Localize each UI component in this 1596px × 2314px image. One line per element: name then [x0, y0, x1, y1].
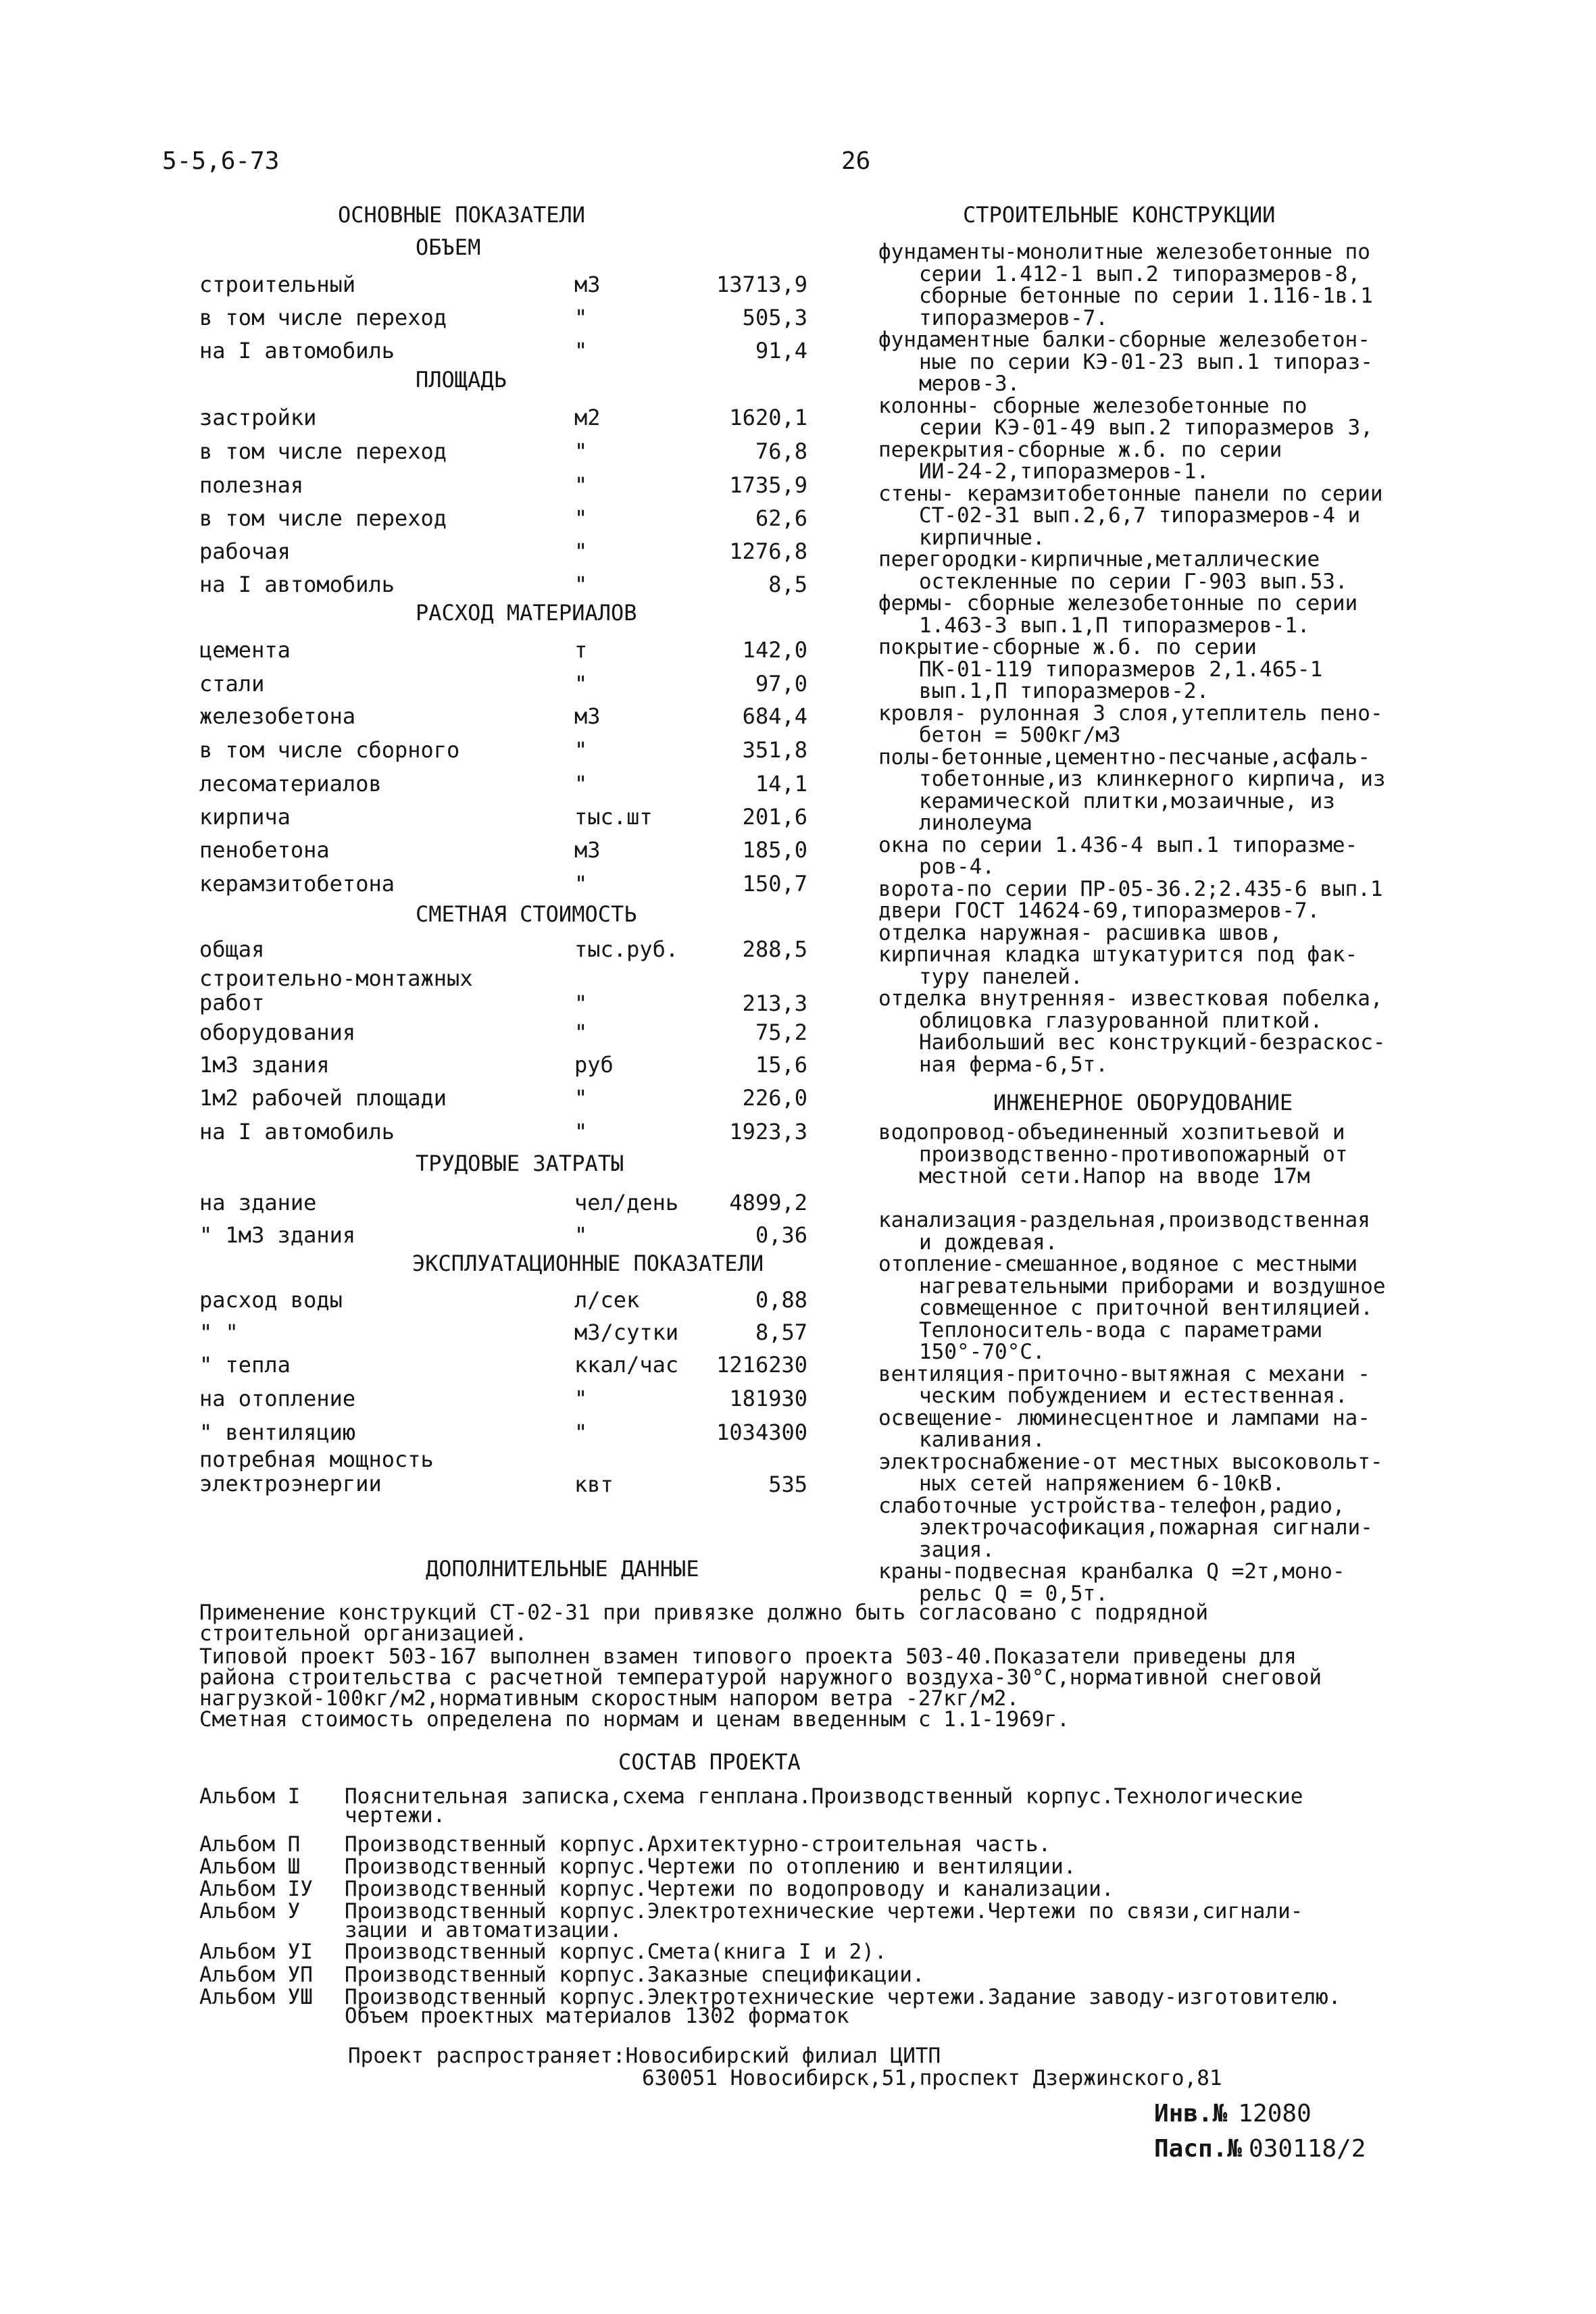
text-line: ные по серии КЭ-01-23 вып.1 типораз- — [919, 349, 1373, 374]
row-unit: " — [574, 1119, 588, 1145]
album-description — [345, 1784, 1303, 1828]
text-line: электрочасофикация,пожарная сигнали- — [919, 1515, 1373, 1540]
row-value: 226,0 — [742, 1085, 807, 1111]
row-value: 288,5 — [742, 936, 807, 962]
row-value: 62,6 — [755, 505, 807, 531]
row-name: на отопление — [199, 1386, 356, 1411]
text-line: Производственный корпус.Смета(книга I и 2). — [345, 1940, 887, 1964]
row-unit: м3 — [574, 703, 601, 729]
row-name: в том числе сборного — [199, 737, 460, 763]
table-row — [199, 1218, 807, 1252]
row-name: " тепла — [199, 1352, 291, 1378]
section-heading-labor: ТРУДОВЫЕ ЗАТРАТЫ — [416, 1151, 624, 1176]
row-unit: квт — [574, 1472, 614, 1497]
constructions-title: СТРОИТЕЛЬНЫЕ КОНСТРУКЦИИ — [963, 202, 1276, 228]
table-row — [199, 468, 807, 502]
text-line: меров-3. — [919, 372, 1020, 396]
table-row — [199, 1081, 807, 1115]
row-unit: м3/сутки — [574, 1319, 679, 1345]
page-number: 26 — [841, 147, 871, 175]
text-line: чертежи. — [345, 1803, 446, 1828]
album-label: Альбом У — [199, 1899, 301, 1923]
row-unit: " — [574, 438, 588, 464]
table-row — [199, 1447, 807, 1497]
section-heading-volume: ОБЪЕМ — [416, 234, 481, 260]
text-line: керамической плитки,мозаичные, из — [919, 788, 1335, 813]
row-value: 8,5 — [768, 572, 807, 597]
row-value: 150,7 — [742, 871, 807, 897]
row-name: застройки — [199, 405, 317, 430]
table-row — [199, 965, 807, 1016]
text-line: водопровод-объединенный хозпитьевой и — [878, 1120, 1345, 1145]
row-unit: " — [574, 472, 588, 498]
text-line: ных сетей напряжением 6-10кВ. — [919, 1472, 1285, 1496]
text-line: перекрытия-сборные ж.б. по серии — [878, 437, 1282, 462]
row-unit: " — [574, 671, 588, 697]
text-line: Применение конструкций СТ-02-31 при привязке должно быть согласовано с подрядной — [199, 1601, 1209, 1625]
text-line: района строительства с расчетной температурой наружного воздуха-30°С,нормативной снеговой — [199, 1665, 1322, 1690]
table-row — [199, 1015, 807, 1049]
row-name: в том числе переход — [199, 505, 447, 531]
row-name: рабочая — [199, 538, 291, 564]
row-unit: руб — [574, 1052, 614, 1078]
text-line: кровля- рулонная 3 слоя,утеплитель пено- — [878, 701, 1383, 726]
passport-value: 030118/2 — [1249, 2135, 1366, 2163]
album-description — [345, 1832, 1051, 1857]
row-name: пенобетона — [199, 837, 330, 863]
text-line: серии КЭ-01-49 вып.2 типоразмеров 3, — [919, 416, 1373, 440]
table-row — [199, 1348, 807, 1382]
row-value: 351,8 — [742, 737, 807, 763]
text-line: ворота-по серии ПР-05-36.2;2.435-6 вып.1 — [878, 876, 1383, 901]
text-line: двери ГОСТ 14624-69,типоразмеров-7. — [878, 899, 1320, 923]
row-unit: " — [574, 871, 588, 897]
row-unit: " — [574, 1085, 588, 1111]
row-value: 535 — [768, 1472, 807, 1497]
row-unit: " — [574, 771, 588, 797]
table-row — [199, 633, 807, 667]
text-line: Объем проектных материалов 1302 форматок — [345, 2004, 849, 2028]
composition-title: СОСТАВ ПРОЕКТА — [618, 1749, 801, 1775]
text-line: местной сети.Напор на вводе 17м — [919, 1164, 1310, 1188]
text-line: отделка внутренняя- известковая побелка, — [878, 986, 1383, 1011]
row-name: строительный — [199, 272, 356, 297]
table-row — [199, 867, 807, 901]
engineering-list — [878, 1122, 1386, 1605]
row-name: железобетона — [199, 703, 356, 729]
text-line: фундаментные балки-сборные железобетон- — [878, 328, 1370, 352]
row-value: 4899,2 — [729, 1190, 807, 1215]
row-name: в том числе переход — [199, 438, 447, 464]
text-line: серии 1.412-1 вып.2 типоразмеров-8, — [919, 261, 1361, 286]
row-name: на I автомобиль — [199, 1119, 395, 1145]
text-line: перегородки-кирпичные,металлические — [878, 547, 1320, 572]
row-value: 76,8 — [755, 438, 807, 464]
table-row — [199, 268, 807, 301]
row-name: общая — [199, 936, 265, 962]
text-line: совмещенное с приточной вентиляцией. — [919, 1296, 1373, 1320]
row-unit: м2 — [574, 405, 601, 430]
text-line: Наибольший вес конструкций-безраскос- — [919, 1030, 1386, 1055]
row-name: " вентиляцию — [199, 1419, 356, 1445]
album-label: Альбом УI — [199, 1940, 313, 1964]
additional-paragraph-1 — [199, 1603, 1208, 1644]
text-line: Производственный корпус.Чертежи по отоплению и вентиляции. — [345, 1855, 1076, 1879]
text-line: фермы- сборные железобетонные по серии — [878, 591, 1358, 615]
row-unit: " — [574, 538, 588, 564]
row-value: 1735,9 — [729, 472, 807, 498]
table-row — [199, 1115, 807, 1149]
text-line — [878, 1188, 1386, 1210]
text-line: Производственный корпус.Чертежи по водопроводу и канализации. — [345, 1877, 1114, 1901]
row-value: 8,57 — [755, 1319, 807, 1345]
album-description — [345, 1985, 1341, 2028]
table-row — [199, 1048, 807, 1082]
text-line: строительной организацией. — [199, 1621, 528, 1646]
table-row — [199, 833, 807, 867]
row-value: 91,4 — [755, 338, 807, 363]
row-name: оборудования — [199, 1020, 356, 1045]
row-unit: " — [574, 572, 588, 597]
row-name: строительно-монтажных работ — [199, 965, 473, 1015]
inventory-number — [1154, 2100, 1312, 2128]
text-line: ная ферма-6,5т. — [919, 1052, 1108, 1077]
album-description — [345, 1940, 887, 1964]
engineering-title: ИНЖЕНЕРНОЕ ОБОРУДОВАНИЕ — [993, 1090, 1293, 1115]
text-line: покрытие-сборные ж.б. по серии — [878, 635, 1257, 659]
text-line: рельс Q = 0,5т. — [919, 1581, 1108, 1606]
table-row — [199, 932, 807, 966]
row-unit: тыс.шт — [574, 804, 653, 830]
section-heading-cost: СМЕТНАЯ СТОИМОСТЬ — [416, 901, 637, 927]
row-unit: " — [574, 737, 588, 763]
row-value: 75,2 — [755, 1020, 807, 1045]
text-line: окна по серии 1.436-4 вып.1 типоразме- — [878, 832, 1358, 857]
distributor-line: Проект распространяет:Новосибирский филиал ЦИТП — [348, 2044, 941, 2068]
album-label: Альбом П — [199, 1832, 301, 1857]
text-line: полы-бетонные,цементно-песчаные,асфаль- — [878, 745, 1370, 770]
text-line: отопление-смешанное,водяное с местными — [878, 1252, 1358, 1276]
text-line: Типовой проект 503-167 выполнен взамен типового проекта 503-40.Показатели приведены для — [199, 1644, 1297, 1669]
text-line: Производственный корпус.Заказные спецификации. — [345, 1963, 925, 1987]
text-line: нагрузкой-100кг/м2,нормативным скоростным напором ветра -27кг/м2. — [199, 1686, 1020, 1711]
inventory-value: 12080 — [1238, 2100, 1312, 2128]
table-row — [199, 767, 807, 801]
text-line: кирпичная кладка штукатурится под фак- — [878, 942, 1358, 967]
row-value: 142,0 — [742, 637, 807, 663]
row-unit: " — [574, 305, 588, 330]
row-unit: тыс.руб. — [574, 936, 679, 962]
distributor-address: 630051 Новосибирск,51,проспект Дзержинского,81 — [642, 2066, 1222, 2090]
row-unit: " — [574, 1020, 588, 1045]
additional-title: ДОПОЛНИТЕЛЬНЫЕ ДАННЫЕ — [426, 1556, 699, 1582]
text-line: отделка наружная- расшивка швов, — [878, 920, 1282, 945]
row-value: 1620,1 — [729, 405, 807, 430]
text-line: Пояснительная записка,схема генплана.Производственный корпус.Технологические — [345, 1784, 1303, 1809]
table-row — [199, 667, 807, 701]
text-line: тобетонные,из клинкерного кирпича, из — [919, 767, 1386, 791]
row-unit: л/сек — [574, 1287, 640, 1313]
row-name: на I автомобиль — [199, 338, 395, 363]
row-value: 1034300 — [716, 1419, 807, 1445]
table-row — [199, 301, 807, 334]
row-value: 684,4 — [742, 703, 807, 729]
text-line: краны-подвесная кранбалка Q =2т,моно- — [878, 1559, 1345, 1584]
text-line: 1.463-3 вып.1,П типоразмеров-1. — [919, 613, 1310, 638]
row-unit: " — [574, 338, 588, 363]
text-line: вентиляция-приточно-вытяжная с механи - — [878, 1361, 1370, 1386]
row-value: 201,6 — [742, 804, 807, 830]
row-value: 0,36 — [755, 1222, 807, 1248]
table-row — [199, 1315, 807, 1349]
row-unit: " — [574, 505, 588, 531]
row-unit: м3 — [574, 837, 601, 863]
text-line: колонны- сборные железобетонные по — [878, 393, 1307, 418]
table-row — [199, 501, 807, 535]
row-name: цемента — [199, 637, 291, 663]
constructions-list — [878, 241, 1386, 1076]
section-heading-materials: РАСХОД МАТЕРИАЛОВ — [416, 600, 637, 626]
row-name: на I автомобиль — [199, 572, 395, 597]
text-line: облицовка глазурованной плиткой. — [919, 1008, 1323, 1033]
table-row — [199, 699, 807, 733]
text-line: стены- керамзитобетонные панели по серии — [878, 481, 1383, 506]
text-line: сборные бетонные по серии 1.116-1в.1 — [919, 284, 1373, 308]
album-label: Альбом УШ — [199, 1985, 313, 2009]
row-name: расход воды — [199, 1287, 343, 1313]
row-unit: " — [574, 1386, 588, 1411]
album-label: Альбом Ш — [199, 1855, 301, 1879]
row-unit: чел/день — [574, 1190, 679, 1215]
row-value: 213,3 — [742, 990, 807, 1016]
table-row — [199, 1415, 807, 1449]
text-line: зация. — [919, 1537, 995, 1562]
text-line: каливания. — [919, 1428, 1045, 1452]
row-value: 13713,9 — [716, 272, 807, 297]
row-name: " " — [199, 1319, 239, 1345]
section-heading-area: ПЛОЩАДЬ — [416, 367, 507, 393]
main-indicators-title: ОСНОВНЫЕ ПОКАЗАТЕЛИ — [338, 202, 586, 228]
text-line: и дождевая. — [919, 1230, 1058, 1255]
table-row — [199, 334, 807, 368]
row-name: в том числе переход — [199, 305, 447, 330]
album-label: Альбом УП — [199, 1963, 313, 1987]
row-name: полезная — [199, 472, 304, 498]
text-line: ПК-01-119 типоразмеров 2,1.465-1 — [919, 657, 1323, 682]
inventory-label: Инв.№ — [1154, 2100, 1228, 2128]
text-line: Сметная стоимость определена по нормам и ценам введенным с 1.1-1969г. — [199, 1707, 1070, 1732]
table-row — [199, 434, 807, 468]
text-line: 150°-70°С. — [919, 1340, 1045, 1364]
row-name: стали — [199, 671, 265, 697]
text-line: вып.1,П типоразмеров-2. — [919, 679, 1210, 703]
row-name: кирпича — [199, 804, 291, 830]
table-row — [199, 534, 807, 568]
table-row — [199, 733, 807, 767]
text-line: Теплоноситель-вода с параметрами — [919, 1317, 1323, 1342]
additional-paragraph-2 — [199, 1646, 1322, 1730]
row-value: 15,6 — [755, 1052, 807, 1078]
row-value: 1276,8 — [729, 538, 807, 564]
row-name: 1м2 рабочей площади — [199, 1085, 447, 1111]
row-value: 1216230 — [716, 1352, 807, 1378]
text-line: кирпичные. — [919, 525, 1045, 550]
text-line: бетон = 500кг/м3 — [919, 723, 1121, 747]
text-line: линолеума — [919, 811, 1032, 835]
table-row — [199, 1382, 807, 1415]
album-label: Альбом IУ — [199, 1877, 313, 1901]
section-heading-operation: ЭКСПЛУАТАЦИОННЫЕ ПОКАЗАТЕЛИ — [412, 1251, 764, 1276]
row-unit: т — [574, 637, 588, 663]
row-value: 505,3 — [742, 305, 807, 330]
text-line: туру панелей. — [919, 964, 1083, 989]
text-line: канализация-раздельная,производственная — [878, 1208, 1370, 1232]
passport-label: Пасп.№ — [1154, 2135, 1243, 2163]
text-line: производственно-противопожарный от — [919, 1142, 1348, 1167]
row-unit: м3 — [574, 272, 601, 297]
text-line: типоразмеров-7. — [919, 305, 1108, 330]
row-unit: " — [574, 1222, 588, 1248]
row-value: 97,0 — [755, 671, 807, 697]
table-row — [199, 401, 807, 434]
row-value: 185,0 — [742, 837, 807, 863]
row-name: 1м3 здания — [199, 1052, 330, 1078]
text-line: Производственный корпус.Архитектурно-строительная часть. — [345, 1832, 1051, 1857]
row-unit: " — [574, 1419, 588, 1445]
text-line: ческим побуждением и естественная. — [919, 1384, 1348, 1408]
text-line: остекленные по серии Г-903 вып.53. — [919, 569, 1348, 594]
text-line: Производственный корпус.Электротехнические чертежи.Задание заводу-изготовителю. — [345, 1985, 1341, 2009]
table-row — [199, 568, 807, 601]
document-code: 5-5,6-73 — [162, 147, 280, 175]
text-line: слаботочные устройства-телефон,радио, — [878, 1493, 1345, 1518]
row-unit: ккал/час — [574, 1352, 679, 1378]
row-name: лесоматериалов — [199, 771, 382, 797]
album-label: Альбом I — [199, 1784, 301, 1809]
row-name: на здание — [199, 1190, 317, 1215]
album-description — [345, 1855, 1076, 1879]
row-value: 0,88 — [755, 1287, 807, 1313]
text-line: электроснабжение-от местных высоковольт- — [878, 1449, 1383, 1474]
row-name: " 1м3 здания — [199, 1222, 356, 1248]
table-row — [199, 800, 807, 834]
passport-number — [1154, 2135, 1366, 2163]
row-name: потребная мощность электроэнергии — [199, 1447, 434, 1496]
text-line: ИИ-24-2,типоразмеров-1. — [919, 459, 1210, 484]
row-value: 1923,3 — [729, 1119, 807, 1145]
row-value: 14,1 — [755, 771, 807, 797]
table-row — [199, 1186, 807, 1219]
row-name: керамзитобетона — [199, 871, 395, 897]
text-line: освещение- люминесцентное и лампами на- — [878, 1405, 1370, 1430]
row-value: 181930 — [729, 1386, 807, 1411]
album-description — [345, 1877, 1114, 1901]
album-description — [345, 1899, 1303, 1942]
text-line: фундаменты-монолитные железобетонные по — [878, 240, 1370, 264]
text-line: зации и автоматизации. — [345, 1918, 622, 1942]
row-unit: " — [574, 990, 588, 1016]
album-description — [345, 1963, 925, 1987]
text-line: нагревательными приборами и воздушное — [919, 1274, 1386, 1299]
text-line: ров-4. — [919, 855, 995, 879]
text-line: Производственный корпус.Электротехнические чертежи.Чертежи по связи,сигнали- — [345, 1899, 1303, 1923]
text-line: СТ-02-31 вып.2,6,7 типоразмеров-4 и — [919, 503, 1361, 528]
table-row — [199, 1283, 807, 1317]
